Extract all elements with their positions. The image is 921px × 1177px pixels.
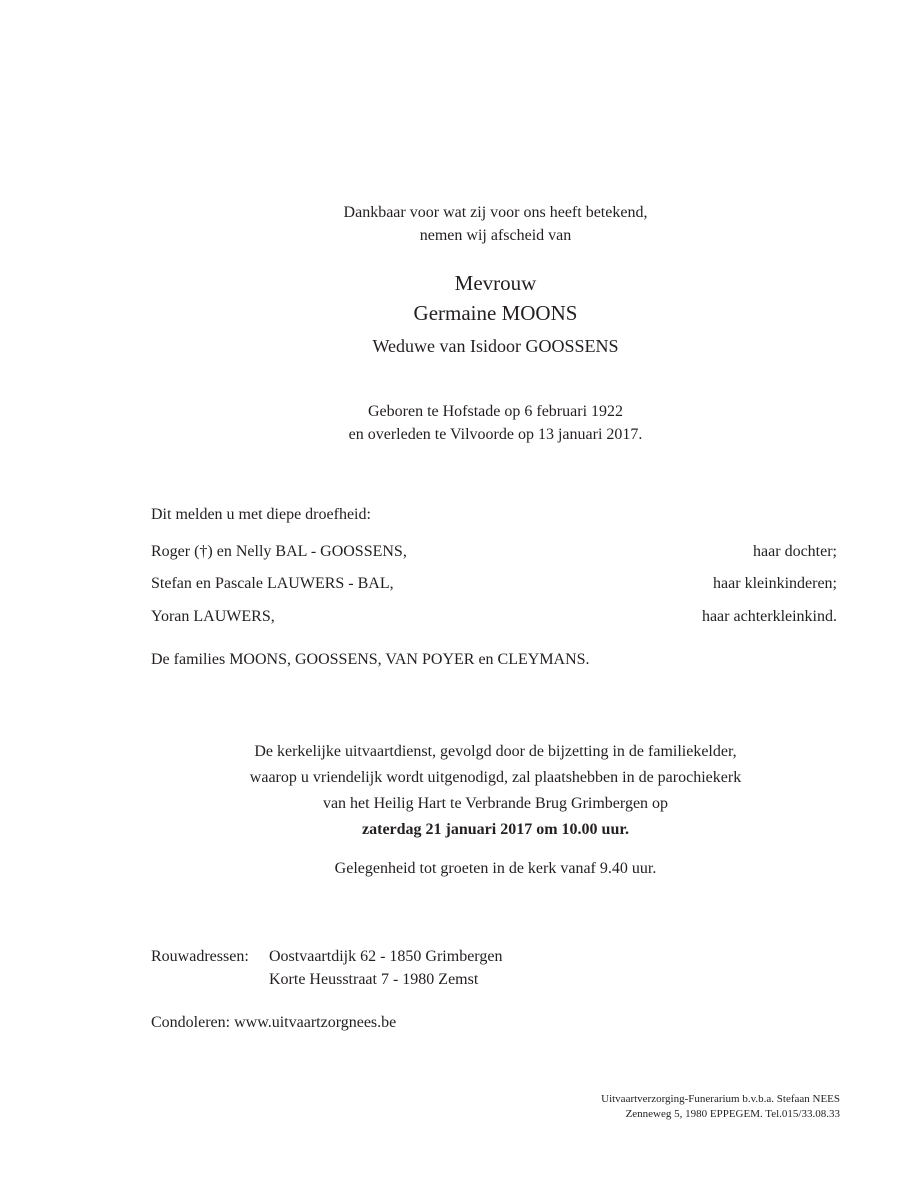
family-row	[151, 575, 837, 597]
deceased-name: Germaine MOONS	[413, 301, 578, 325]
service-line-2: waarop u vriendelijk wordt uitgenodigd, zal plaatshebben in de parochiekerk	[249, 769, 742, 786]
widow-of: Weduwe van Isidoor GOOSSENS	[372, 336, 619, 356]
condolences-text: Condoleren: www.uitvaartzorgnees.be	[151, 1014, 397, 1031]
family-row	[151, 543, 837, 565]
family-member-relation: haar kleinkinderen;	[713, 575, 837, 592]
family-row	[151, 608, 837, 630]
footer-line-1: Uitvaartverzorging-Funerarium b.v.b.a. Stefaan NEES	[601, 1093, 840, 1105]
greeting-line: Gelegenheid tot groeten in de kerk vanaf 9.40 uur.	[334, 860, 657, 877]
address-2: Korte Heusstraat 7 - 1980 Zemst	[269, 971, 479, 988]
salutation: Mevrouw	[454, 271, 537, 295]
service-line-1: De kerkelijke uitvaartdienst, gevolgd door de bijzetting in de familiekelder,	[254, 743, 737, 760]
funeral-home-footer	[601, 1092, 840, 1122]
service-line-3: van het Heilig Hart te Verbrande Brug Grimbergen op	[322, 795, 669, 812]
intro-line-2: nemen wij afscheid van	[419, 227, 572, 244]
service-text	[0, 739, 921, 843]
address-1: Oostvaartdijk 62 - 1850 Grimbergen	[269, 948, 503, 965]
extended-families: De families MOONS, GOOSSENS, VAN POYER en CLEYMANS.	[151, 651, 590, 668]
intro-line-1: Dankbaar voor wat zij voor ons heeft betekend,	[343, 204, 648, 221]
family-member-relation: haar achterkleinkind.	[701, 608, 837, 625]
birth-death-text	[0, 400, 921, 446]
family-member-relation: haar dochter;	[753, 543, 837, 560]
intro-text	[0, 201, 921, 247]
family-member-name: Yoran LAUWERS,	[151, 608, 275, 625]
announcement-lead: Dit melden u met diepe droefheid:	[151, 506, 371, 523]
deceased-block	[0, 268, 921, 360]
death-line: en overleden te Vilvoorde op 13 januari 2017.	[348, 426, 643, 443]
addresses-label: Rouwadressen:	[151, 948, 249, 965]
greeting-text	[0, 857, 921, 880]
service-datetime: zaterdag 21 januari 2017 om 10.00 uur.	[362, 821, 629, 838]
family-member-name: Stefan en Pascale LAUWERS - BAL,	[151, 575, 394, 592]
footer-line-2: Zenneweg 5, 1980 EPPEGEM. Tel.015/33.08.33	[625, 1108, 840, 1120]
family-member-name: Roger (†) en Nelly BAL - GOOSSENS,	[151, 543, 407, 560]
birth-line: Geboren te Hofstade op 6 februari 1922	[367, 403, 624, 420]
